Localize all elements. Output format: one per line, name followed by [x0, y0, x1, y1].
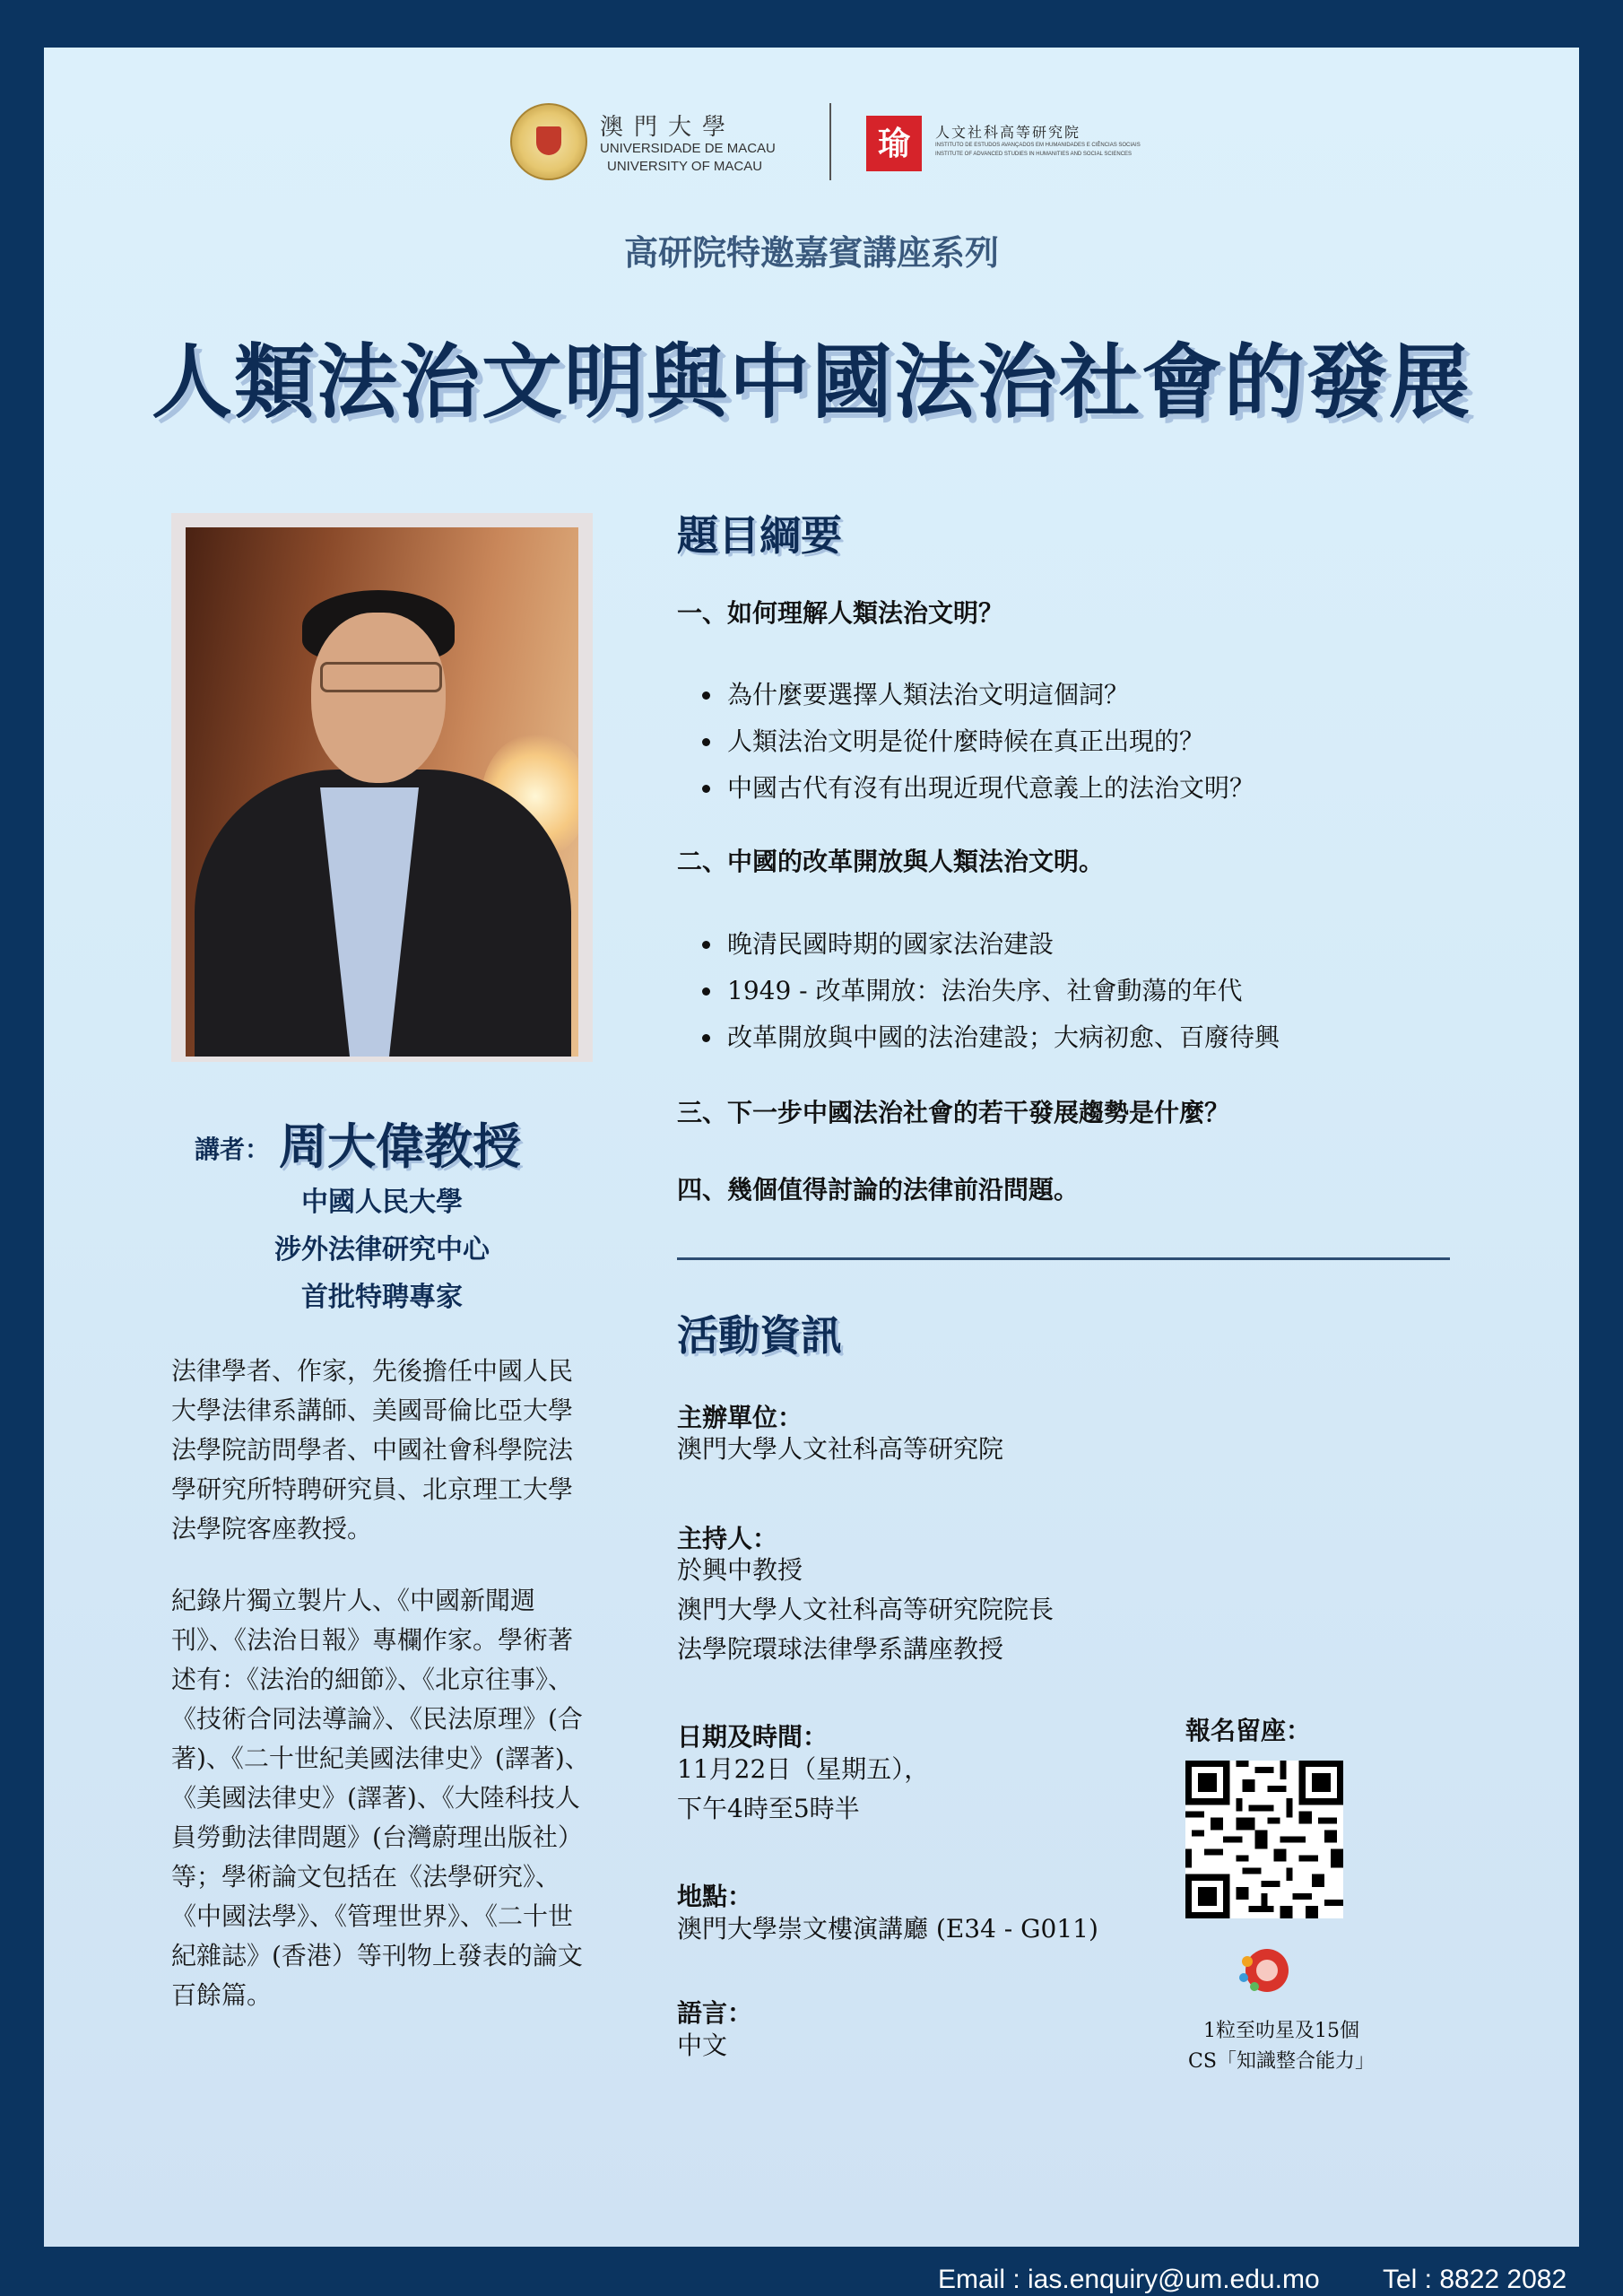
speaker-photo-frame: [171, 513, 593, 1062]
venue-value: 澳門大學崇文樓演講廳 (E34 - G011): [677, 1914, 1098, 1944]
organizer-value: 澳門大學人文社科高等研究院: [677, 1434, 1004, 1464]
footer-email[interactable]: Email : ias.enquiry@um.edu.mo: [938, 2265, 1320, 2294]
outline-bullets-1: [677, 672, 1531, 812]
speaker-affiliation: 涉外法律研究中心: [274, 1234, 490, 1265]
section-divider: [677, 1257, 1450, 1260]
language-label: 語言：: [677, 1998, 753, 2028]
list-item: • 為什麼要選擇人類法治文明這個詞？: [724, 672, 1531, 718]
list-item: • 1949 - 改革開放：法治失序、社會動蕩的年代: [724, 968, 1531, 1014]
um-seal-logo: [510, 103, 587, 180]
speaker-affiliation: 中國人民大學: [301, 1187, 463, 1218]
host-label: 主持人：: [677, 1524, 778, 1553]
outline-question-3: 三、下一步中國法治社會的若干發展趨勢是什麼？: [677, 1098, 1230, 1127]
ias-english-name: INSTITUTE OF ADVANCED STUDIES IN HUMANITIES AND SOCIAL SCIENCES: [935, 152, 1133, 157]
um-chinese-name: 澳門大學: [600, 114, 737, 141]
venue-label: 地點：: [677, 1882, 753, 1911]
list-item: • 晚清民國時期的國家法治建設: [724, 921, 1531, 968]
register-label: 報名留座：: [1185, 1716, 1312, 1745]
list-item: • 改革開放與中國的法治建設；大病初愈、百廢待興: [724, 1014, 1531, 1061]
ustar-badge-icon: [1235, 1942, 1290, 1997]
speaker-label: 講者：: [195, 1135, 271, 1164]
list-item: • 中國古代有沒有出現近現代意義上的法治文明？: [724, 765, 1531, 812]
host-line: 法學院環球法律學系講座教授: [677, 1634, 1004, 1664]
speaker-affiliation: 首批特聘專家: [301, 1282, 463, 1313]
outline-question-4: 四、幾個值得討論的法律前沿問題。: [677, 1175, 1080, 1205]
datetime-line: 下午4時至5時半: [677, 1794, 860, 1823]
poster: [44, 48, 1579, 2247]
outline-bullets-2: [677, 921, 1531, 1061]
ias-chinese-name: 人文社科高等研究院: [935, 124, 1081, 141]
datetime-line: 11月22日（星期五），: [677, 1754, 930, 1784]
outline-heading: 題目綱要: [677, 511, 842, 560]
speaker-bio-1: 法律學者、作家，先後擔任中國人民大學法律系講師、美國哥倫比亞大學法學院訪問學者、中國社會科學院法學研究所特聘研究員、北京理工大學法學院客座教授。: [171, 1356, 574, 1544]
um-portuguese-name: UNIVERSIDADE DE MACAU: [600, 141, 776, 156]
logo-divider: [829, 103, 831, 180]
series-title: 高研院特邀嘉賓講座系列: [623, 232, 999, 273]
um-english-name: UNIVERSITY OF MACAU: [607, 159, 763, 174]
credit-line: CS「知識整合能力」: [1188, 2050, 1375, 2073]
ias-logo-icon: 瑜: [866, 116, 922, 171]
datetime-label: 日期及時間：: [677, 1722, 829, 1752]
registration-qr-code[interactable]: [1185, 1761, 1343, 1918]
host-line: 於興中教授: [677, 1555, 803, 1585]
organizer-label: 主辦單位：: [677, 1403, 803, 1432]
outline-question-2: 二、中國的改革開放與人類法治文明。: [677, 847, 1105, 876]
speaker-name: 周大偉教授: [279, 1118, 521, 1175]
credit-line: 1粒至叻星及15個: [1203, 2020, 1359, 2042]
host-line: 澳門大學人文社科高等研究院院長: [677, 1595, 1055, 1624]
event-heading: 活動資訊: [677, 1311, 842, 1360]
outline-question-1: 一、如何理解人類法治文明？: [677, 598, 1004, 628]
ias-portuguese-name: INSTITUTO DE ESTUDOS AVANÇADOS EM HUMANIDADES E CIÊNCIAS SOCIAIS: [935, 143, 1141, 148]
main-title: 人類法治文明與中國法治社會的發展: [152, 335, 1471, 430]
language-value: 中文: [677, 2031, 728, 2060]
footer-tel[interactable]: Tel : 8822 2082: [1383, 2265, 1567, 2294]
speaker-bio-2: 紀錄片獨立製片人、《中國新聞週刊》、《法治日報》專欄作家。學術著述有：《法治的細節》、《北京往事》、《技術合同法導論》、《民法原理》(合著)、《二十世紀美國法律史》(譯著)、《美國法律史》(譯著)、《大陸科技人員勞動法律問題》(台灣蔚理出版社）等；學術論文包括在《法學研究》、《中國法學》、《管理世界》、《二十世紀雜誌》(香港）等刊物上發表的論文百餘篇。: [171, 1586, 590, 2010]
list-item: • 人類法治文明是從什麼時候在真正出現的？: [724, 718, 1531, 765]
speaker-photo: [186, 527, 578, 1057]
